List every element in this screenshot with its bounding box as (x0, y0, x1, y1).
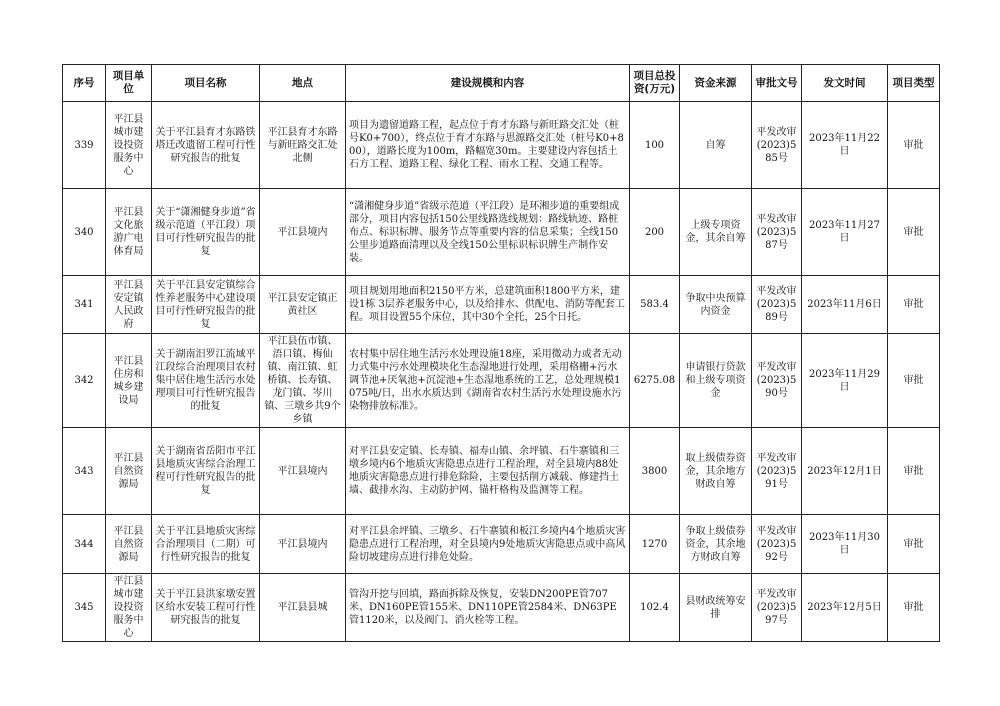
cell-approval: 平发改审(2023)585号 (752, 102, 802, 189)
cell-type: 审批 (888, 574, 940, 642)
cell-type: 审批 (888, 189, 940, 276)
cell-name: 关于湖南省岳阳市平江县地质灾害综合治理工程可行性研究报告的批复 (152, 428, 260, 515)
table-row (63, 515, 940, 574)
cell-investment: 583.4 (630, 276, 680, 334)
header-approval: 审批文号 (752, 65, 802, 102)
header-location: 地点 (260, 65, 346, 102)
cell-name: 关于平江县地质灾害综合治理项目（二期）可行性研究报告的批复 (152, 515, 260, 574)
cell-unit: 平江县安定镇人民政府 (106, 276, 152, 334)
cell-no: 341 (63, 276, 106, 334)
cell-location: 平江县安定镇正黄社区 (260, 276, 346, 334)
header-no: 序号 (63, 65, 106, 102)
cell-type: 审批 (888, 334, 940, 428)
table-row (63, 428, 940, 515)
cell-unit: 平江县住房和城乡建设局 (106, 334, 152, 428)
cell-date: 2023年11月29日 (802, 334, 888, 428)
cell-unit: 平江县自然资源局 (106, 515, 152, 574)
cell-funding: 取上级债券资金，其余地方财政自筹 (680, 428, 752, 515)
cell-no: 340 (63, 189, 106, 276)
cell-name: 关于“潇湘健身步道”省级示范道（平江段）项目可行性研究报告的批复 (152, 189, 260, 276)
header-date: 发文时间 (802, 65, 888, 102)
cell-unit: 平江县城市建设投资服务中心 (106, 102, 152, 189)
cell-approval: 平发改审(2023)590号 (752, 334, 802, 428)
cell-content: 项目为遗留道路工程，起点位于育才东路与新旺路交汇处（桩号K0+700），终点位于育才东路与思源路交汇处（桩号K0+800），道路长度为100m，路幅宽30m。主要建设内容包括土石方工程、道路工程、绿化工程、雨水工程、交通工程等。 (346, 102, 630, 189)
cell-location: 平江县县城 (260, 574, 346, 642)
cell-no: 345 (63, 574, 106, 642)
header-unit: 项目单位 (106, 65, 152, 102)
cell-investment: 3800 (630, 428, 680, 515)
cell-content: 农村集中居住地生活污水处理设施18座，采用微动力或者无动力式集中污水处理模块化生态湿地进行处理，采用格栅+污水调节池+厌氧池+沉淀池+生态湿地系统的工艺，总处理规模1075吨/日，出水水质达到《湖南省农村生活污水处理设施水污染物排放标准》。 (346, 334, 630, 428)
cell-approval: 平发改审(2023)589号 (752, 276, 802, 334)
cell-investment: 102.4 (630, 574, 680, 642)
cell-content: 对平江县余坪镇、三墩乡、石牛寨镇和板江乡境内4个地质灾害隐患点进行工程治理，对全县境内9处地质灾害隐患点或中高风险切坡建房点进行排危处险。 (346, 515, 630, 574)
header-name: 项目名称 (152, 65, 260, 102)
cell-name: 关于平江县育才东路铁塔迁改遗留工程可行性研究报告的批复 (152, 102, 260, 189)
header-funding: 资金来源 (680, 65, 752, 102)
cell-no: 344 (63, 515, 106, 574)
table-header-row (63, 65, 940, 102)
cell-content: “潇湘健身步道”省级示范道（平江段）是环湘步道的重要组成部分，项目内容包括150公里线路选线规划：路线轨迹、路桩布点、标识标牌、服务节点等重要内容的信息采集；全线150公里步道路面清理以及全线150公里标识标识牌生产制作安装。 (346, 189, 630, 276)
cell-unit: 平江县城市建设投资服务中心 (106, 574, 152, 642)
cell-name: 关于平江县洪家墩安置区给水安装工程可行性研究报告的批复 (152, 574, 260, 642)
cell-investment: 6275.08 (630, 334, 680, 428)
cell-location: 平江县境内 (260, 515, 346, 574)
project-approval-table (62, 64, 940, 642)
cell-funding: 上级专项资金，其余自筹 (680, 189, 752, 276)
cell-content: 管沟开挖与回填，路面拆除及恢复，安装DN200PE管707米、DN160PE管155米、DN110PE管2584米、DN63PE管1120米，以及阀门、消火栓等工程。 (346, 574, 630, 642)
cell-type: 审批 (888, 515, 940, 574)
table-row (63, 574, 940, 642)
cell-funding: 争取上级债券资金，其余地方财政自筹 (680, 515, 752, 574)
table-row (63, 189, 940, 276)
cell-approval: 平发改审(2023)592号 (752, 515, 802, 574)
cell-location: 平江县境内 (260, 189, 346, 276)
cell-date: 2023年12月5日 (802, 574, 888, 642)
cell-name: 关于平江县安定镇综合性养老服务中心建设项目可行性研究报告的批复 (152, 276, 260, 334)
cell-no: 339 (63, 102, 106, 189)
header-type: 项目类型 (888, 65, 940, 102)
cell-unit: 平江县自然资源局 (106, 428, 152, 515)
cell-approval: 平发改审(2023)587号 (752, 189, 802, 276)
header-investment: 项目总投资(万元) (630, 65, 680, 102)
cell-name: 关于湖南汨罗江流域平江段综合治理项目农村集中居住地生活污水处理项目可行性研究报告的批复 (152, 334, 260, 428)
cell-content: 项目规划用地面积2150平方米，总建筑面积1800平方米，建设1栋 3层养老服务中心，以及给排水、供配电、消防等配套工程。项目设置55个床位，其中30个全托，25个日托。 (346, 276, 630, 334)
cell-date: 2023年12月1日 (802, 428, 888, 515)
cell-approval: 平发改审(2023)591号 (752, 428, 802, 515)
cell-no: 343 (63, 428, 106, 515)
cell-content: 对平江县安定镇、长寿镇、福寿山镇、余坪镇、石牛寨镇和三墩乡境内6个地质灾害隐患点进行工程治理，对全县境内88处地质灾害隐患点进行排危除险，主要包括削方减载、修建挡土墙、截排水沟、主动防护网、锚杆格构及监测等工程。 (346, 428, 630, 515)
cell-unit: 平江县文化旅游广电体育局 (106, 189, 152, 276)
cell-investment: 100 (630, 102, 680, 189)
cell-location: 平江县伍市镇、浯口镇、梅仙镇、南江镇、虹桥镇、长寿镇、龙门镇、岑川镇、三墩乡共9个乡镇 (260, 334, 346, 428)
cell-no: 342 (63, 334, 106, 428)
cell-funding: 申请银行贷款和上级专项资金 (680, 334, 752, 428)
cell-type: 审批 (888, 102, 940, 189)
cell-funding: 自筹 (680, 102, 752, 189)
header-content: 建设规模和内容 (346, 65, 630, 102)
cell-type: 审批 (888, 428, 940, 515)
cell-type: 审批 (888, 276, 940, 334)
cell-funding: 县财政统筹安排 (680, 574, 752, 642)
cell-location: 平江县境内 (260, 428, 346, 515)
table-row (63, 276, 940, 334)
cell-date: 2023年11月6日 (802, 276, 888, 334)
cell-investment: 200 (630, 189, 680, 276)
cell-approval: 平发改审(2023)597号 (752, 574, 802, 642)
table-row (63, 102, 940, 189)
cell-investment: 1270 (630, 515, 680, 574)
table-row (63, 334, 940, 428)
cell-date: 2023年11月30日 (802, 515, 888, 574)
cell-date: 2023年11月22日 (802, 102, 888, 189)
cell-location: 平江县育才东路与新旺路交汇处北侧 (260, 102, 346, 189)
cell-date: 2023年11月27日 (802, 189, 888, 276)
cell-funding: 争取中央预算内资金 (680, 276, 752, 334)
